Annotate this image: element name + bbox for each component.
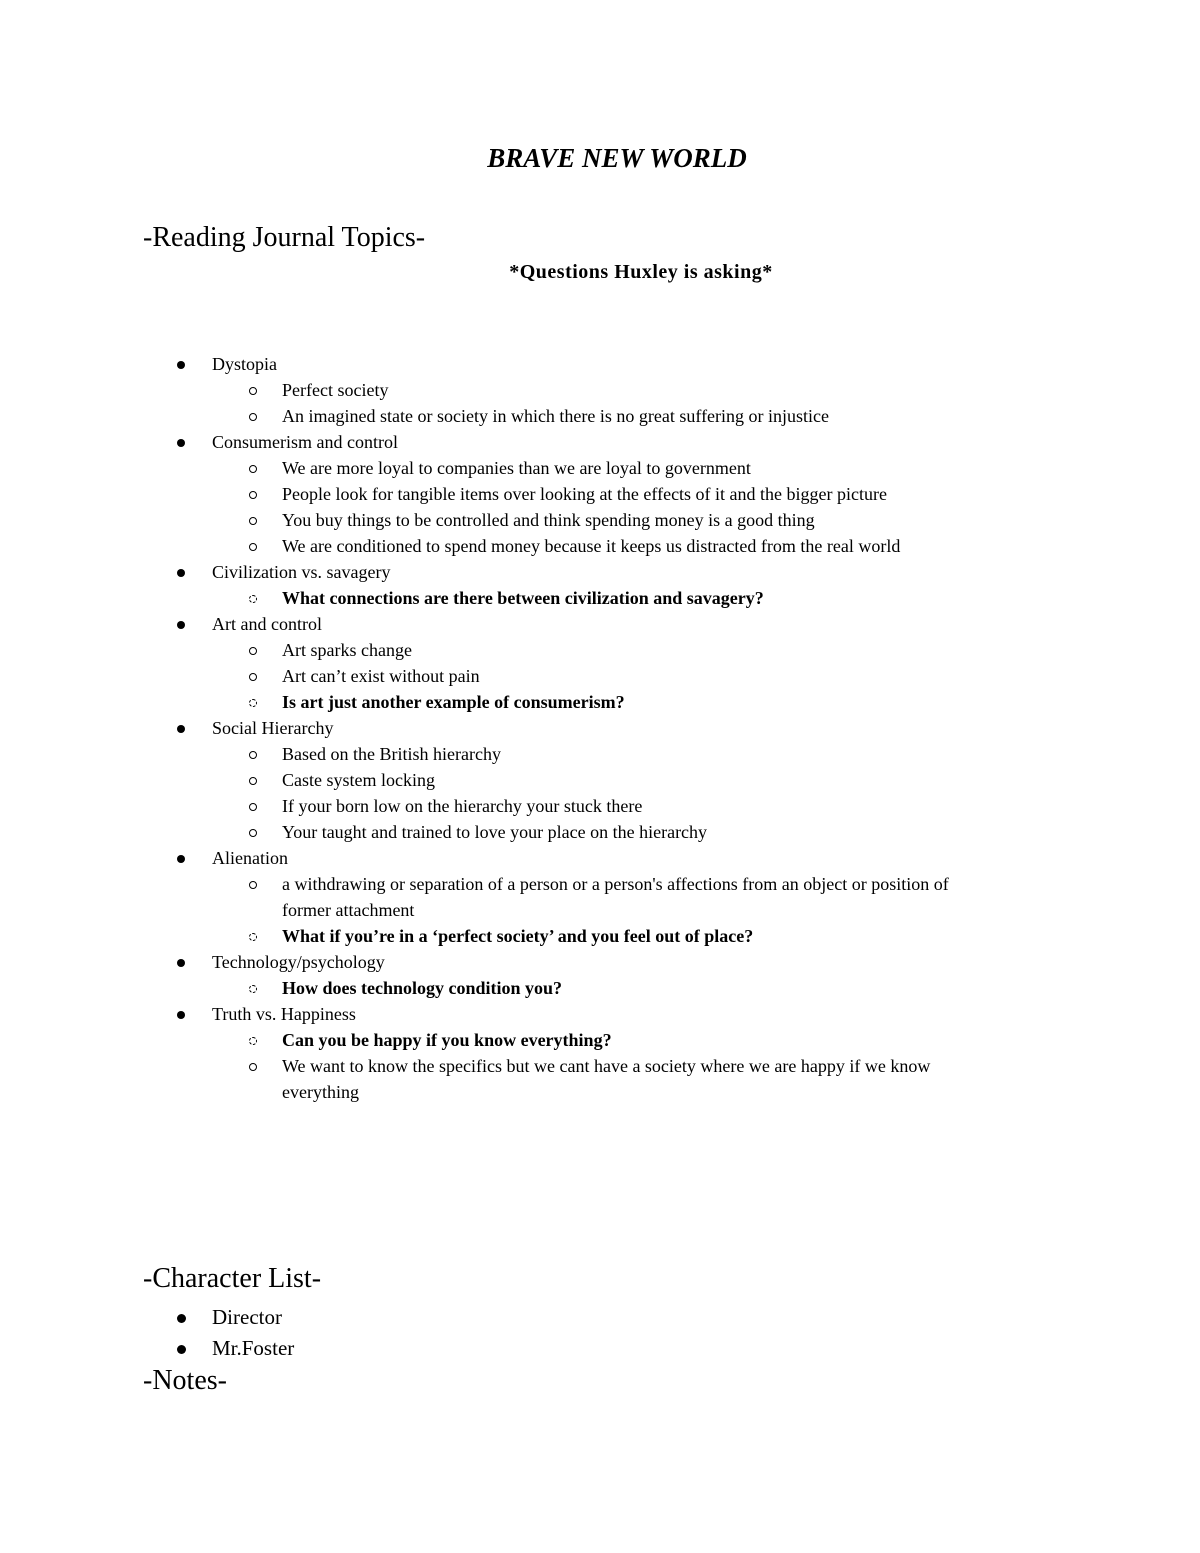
question-item — [0, 689, 982, 715]
sub-list — [0, 637, 1200, 715]
circle-bullet-icon — [249, 543, 257, 551]
topic-item — [0, 1001, 1200, 1105]
question-item — [0, 975, 982, 1001]
sub-item — [0, 533, 982, 559]
sub-item-text: People look for tangible items over looking at the effects of it and the bigger picture — [282, 484, 887, 504]
circle-bullet-icon — [249, 777, 257, 785]
circle-bullet-icon — [249, 699, 257, 707]
question-text: Can you be happy if you know everything? — [282, 1030, 612, 1050]
sub-item — [0, 481, 982, 507]
circle-bullet-icon — [249, 1063, 257, 1071]
sub-list — [0, 455, 1200, 559]
sub-item — [0, 767, 982, 793]
circle-bullet-icon — [249, 829, 257, 837]
questions-subheading: *Questions Huxley is asking* — [509, 261, 773, 283]
sub-item-text: You buy things to be controlled and think spending money is a good thing — [282, 510, 815, 530]
bullet-icon — [177, 725, 185, 733]
circle-bullet-icon — [249, 387, 257, 395]
circle-bullet-icon — [249, 751, 257, 759]
sub-item-text: If your born low on the hierarchy your stuck there — [282, 796, 643, 816]
sub-item-text: Your taught and trained to love your place on the hierarchy — [282, 822, 708, 842]
bullet-icon — [177, 1011, 185, 1019]
topic-label: Civilization vs. savagery — [212, 562, 391, 582]
bullet-icon — [177, 1345, 186, 1354]
sub-item-text: We are more loyal to companies than we are loyal to government — [282, 458, 751, 478]
topic-label: Art and control — [212, 614, 322, 634]
character-name: Director — [212, 1305, 282, 1329]
sub-item — [0, 871, 982, 923]
sub-list — [0, 871, 1200, 949]
sub-item-text: Art can’t exist without pain — [282, 666, 480, 686]
bullet-icon — [177, 1314, 186, 1323]
topic-item — [0, 715, 1200, 845]
sub-list — [0, 377, 1200, 429]
topic-item — [0, 845, 1200, 949]
topic-item — [0, 351, 1200, 429]
reading-journal-heading: -Reading Journal Topics- — [143, 222, 426, 253]
circle-bullet-icon — [249, 413, 257, 421]
sub-item — [0, 507, 982, 533]
sub-item — [0, 1053, 982, 1105]
topic-label: Social Hierarchy — [212, 718, 334, 738]
bullet-icon — [177, 361, 185, 369]
circle-bullet-icon — [249, 881, 257, 889]
notes-heading: -Notes- — [143, 1365, 227, 1396]
topic-item — [0, 429, 1200, 559]
sub-item — [0, 637, 982, 663]
document-title: BRAVE NEW WORLD — [487, 143, 747, 173]
circle-bullet-icon — [249, 595, 257, 603]
sub-item-text: a withdrawing or separation of a person or a person's affections from an object or position of former attachment — [282, 874, 949, 920]
sub-list — [0, 585, 1200, 611]
question-text: Is art just another example of consumerism? — [282, 692, 625, 712]
question-text: What if you’re in a ‘perfect society’ and you feel out of place? — [282, 926, 754, 946]
circle-bullet-icon — [249, 647, 257, 655]
question-item — [0, 1027, 982, 1053]
sub-item — [0, 403, 982, 429]
character-list — [0, 1302, 1200, 1364]
sub-item — [0, 819, 982, 845]
bullet-icon — [177, 855, 185, 863]
character-item — [0, 1302, 1200, 1333]
sub-item-text: We want to know the specifics but we cant have a society where we are happy if we know everything — [282, 1056, 931, 1102]
sub-item-text: Caste system locking — [282, 770, 435, 790]
character-item — [0, 1333, 1200, 1364]
topic-list — [0, 351, 1200, 1105]
sub-item-text: We are conditioned to spend money because it keeps us distracted from the real world — [282, 536, 901, 556]
sub-item-text: Based on the British hierarchy — [282, 744, 501, 764]
character-name: Mr.Foster — [212, 1336, 295, 1360]
topic-item — [0, 611, 1200, 715]
topic-label: Consumerism and control — [212, 432, 398, 452]
circle-bullet-icon — [249, 673, 257, 681]
question-item — [0, 923, 982, 949]
bullet-icon — [177, 569, 185, 577]
circle-bullet-icon — [249, 491, 257, 499]
circle-bullet-icon — [249, 933, 257, 941]
sub-item — [0, 455, 982, 481]
sub-item-text: Art sparks change — [282, 640, 412, 660]
question-text: What connections are there between civilization and savagery? — [282, 588, 764, 608]
circle-bullet-icon — [249, 803, 257, 811]
question-text: How does technology condition you? — [282, 978, 563, 998]
sub-list — [0, 1027, 1200, 1105]
sub-item-text: Perfect society — [282, 380, 389, 400]
character-list-heading: -Character List- — [143, 1263, 322, 1294]
bullet-icon — [177, 959, 185, 967]
sub-item — [0, 377, 982, 403]
topic-label: Truth vs. Happiness — [212, 1004, 356, 1024]
question-item — [0, 585, 982, 611]
sub-item-text: An imagined state or society in which there is no great suffering or injustice — [282, 406, 830, 426]
topic-item — [0, 949, 1200, 1001]
circle-bullet-icon — [249, 465, 257, 473]
circle-bullet-icon — [249, 985, 257, 993]
bullet-icon — [177, 439, 185, 447]
sub-list — [0, 741, 1200, 845]
sub-item — [0, 793, 982, 819]
topic-label: Dystopia — [212, 354, 277, 374]
circle-bullet-icon — [249, 517, 257, 525]
topic-item — [0, 559, 1200, 611]
sub-item — [0, 741, 982, 767]
sub-item — [0, 663, 982, 689]
circle-bullet-icon — [249, 1037, 257, 1045]
topic-label: Technology/psychology — [212, 952, 385, 972]
sub-list — [0, 975, 1200, 1001]
bullet-icon — [177, 621, 185, 629]
topic-label: Alienation — [212, 848, 288, 868]
